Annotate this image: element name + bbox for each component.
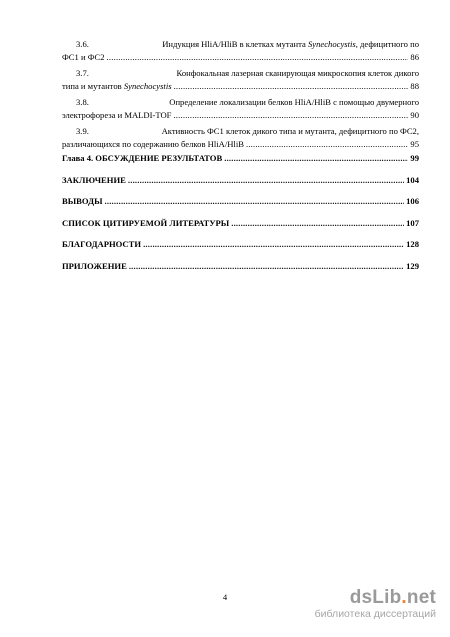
dot-leader [246, 138, 408, 151]
dot-leader [174, 80, 409, 93]
toc-entry-findings[interactable] [62, 195, 419, 208]
toc-entry-3-9[interactable] [62, 125, 419, 150]
page-number: 4 [222, 592, 228, 602]
toc-entry-line2 [62, 109, 419, 122]
dot-leader [143, 238, 404, 251]
toc-entry-number: 3.9. [76, 126, 89, 136]
toc-entry-title-line2: ФС1 и ФС2 [62, 51, 105, 62]
toc-entry-number: 3.7. [76, 68, 89, 78]
toc-page-number: 129 [406, 260, 419, 271]
toc-page-number: 107 [406, 217, 419, 228]
dot-leader [129, 260, 404, 273]
dot-leader [128, 174, 404, 187]
toc-page-number: 99 [410, 153, 419, 163]
toc-entry-title-line2: различающихся по содержанию белков HliA/HliB [62, 138, 244, 149]
toc-entry-references[interactable] [62, 217, 419, 230]
toc-entry-line2 [62, 80, 419, 93]
toc-entry-3-7[interactable] [62, 67, 419, 92]
dot-leader [173, 109, 408, 122]
toc-page-number: 90 [410, 109, 419, 120]
toc-page-number: 86 [410, 51, 419, 62]
toc-entry-3-6[interactable] [62, 38, 419, 63]
toc-entry-title-line2: типа и мутантов Synechocystis [62, 80, 172, 91]
dot-leader [105, 195, 405, 208]
toc-entry-title: ПРИЛОЖЕНИЕ [62, 260, 127, 271]
table-of-contents [62, 38, 419, 272]
toc-entry-title: СПИСОК ЦИТИРУЕМОЙ ЛИТЕРАТУРЫ [62, 217, 230, 228]
toc-page-number: 95 [410, 138, 419, 149]
toc-entry-line2 [62, 138, 419, 151]
watermark [315, 588, 436, 620]
toc-page-number: 128 [406, 239, 419, 249]
toc-entry-title: Глава 4. ОБСУЖДЕНИЕ РЕЗУЛЬТАТОВ [62, 153, 223, 163]
toc-page-number: 106 [406, 196, 419, 206]
dot-leader [107, 51, 409, 64]
toc-entry-title-line1: Конфокальная лазерная сканирующая микроскопия клеток дикого [176, 68, 419, 78]
dot-leader [224, 152, 408, 165]
toc-entry-number: 3.6. [76, 39, 89, 49]
toc-entry-line1 [62, 38, 419, 51]
toc-entry-title: БЛАГОДАРНОСТИ [62, 239, 142, 249]
dot-leader [231, 217, 404, 230]
watermark-subtitle: библиотека диссертаций [314, 608, 436, 620]
toc-entry-line2 [62, 51, 419, 64]
toc-entry-acknowledgements[interactable] [62, 238, 419, 251]
toc-entry-title-line2: электрофореза и MALDI-TOF [62, 109, 172, 120]
toc-entry-appendix[interactable] [62, 260, 419, 273]
toc-entry-number: 3.8. [76, 97, 89, 107]
toc-entry-title-line1: Определение локализации белков HliA/HliB с помощью двумерного [169, 97, 419, 107]
toc-entry-conclusion[interactable] [62, 174, 419, 187]
watermark-logo: dsLib.net [349, 587, 436, 608]
toc-entry-title: ЗАКЛЮЧЕНИЕ [62, 174, 126, 185]
toc-entry-line1 [62, 125, 419, 138]
toc-entry-line1 [62, 96, 419, 109]
toc-entry-title-line1: Индукция HliA/HliB в клетках мутанта Synechocystis, дефицитного по [162, 39, 419, 49]
toc-page-number: 104 [406, 174, 419, 185]
toc-entry-3-8[interactable] [62, 96, 419, 121]
toc-entry-title-line1: Активность ФС1 клеток дикого типа и мутанта, дефицитного по ФС2, [161, 126, 419, 136]
toc-entry-line1 [62, 67, 419, 80]
toc-entry-title: ВЫВОДЫ [62, 196, 103, 206]
toc-page-number: 88 [410, 80, 419, 91]
toc-entry-chapter-4[interactable] [62, 152, 419, 165]
